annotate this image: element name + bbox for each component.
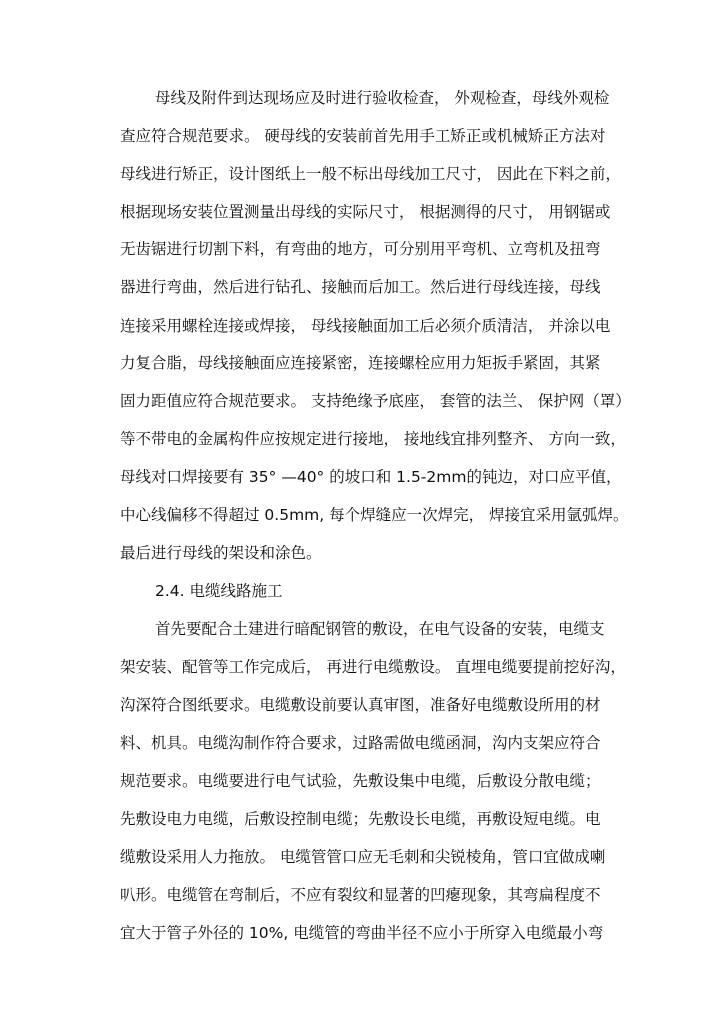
text-line: 力复合脂，母线接触面应连接紧密，连接螺栓应用力矩扳手紧固，其紧 (120, 354, 601, 372)
text-line: 先敷设电力电缆，后敷设控制电缆；先敷设长电缆，再敷设短电缆。电 (120, 810, 601, 828)
text-line: 母线及附件到达现场应及时进行验收检查， 外观检查，母线外观检 (155, 89, 610, 107)
text-line: 等不带电的金属构件应按规定进行接地， 接地线宜排列整齐、 方向一致， (120, 430, 626, 448)
text-line: 中心线偏移不得超过 0.5mm, 每个焊缝应一次焊完， 焊接宜采用氩弧焊。 (120, 506, 629, 524)
text-line: 器进行弯曲，然后进行钻孔、接触而后加工。然后进行母线连接，母线 (120, 278, 601, 296)
text-line: 母线对口焊接要有 35° —40° 的坡口和 1.5-2mm的钝边，对口应平值， (120, 468, 622, 486)
text-line: 无齿锯进行切割下料，有弯曲的地方，可分别用平弯机、立弯机及扭弯 (120, 240, 601, 258)
text-line: 固力距值应符合规范要求。 支持绝缘予底座， 套管的法兰、 保护网（罩） (120, 392, 631, 410)
text-line: 宜大于管子外径的 10%, 电缆管的弯曲半径不应小于所穿入电缆最小弯 (120, 924, 604, 942)
text-line: 母线进行矫正，设计图纸上一般不标出母线加工尺寸， 因此在下料之前， (120, 165, 621, 183)
text-line: 架安装、配管等工作完成后， 再进行电缆敷设。 直埋电缆要提前挖好沟， (120, 658, 626, 676)
section-heading: 2.4. 电缆线路施工 (155, 582, 283, 600)
text-line: 连接采用螺栓连接或焊接， 母线接触面加工后必须介质清洁， 并涂以电 (120, 317, 611, 335)
text-line: 规范要求。电缆要进行电气试验，先敷设集中电缆，后敷设分散电缆； (120, 772, 601, 790)
text-line: 沟深符合图纸要求。电缆敷设前要认真审图，准备好电缆敷设所用的材 (120, 696, 601, 714)
text-line: 最后进行母线的架设和涂色。 (120, 544, 322, 562)
text-line: 根据现场安装位置测量出母线的实际尺寸， 根据测得的尺寸， 用钢锯或 (120, 203, 611, 221)
text-line: 查应符合规范要求。 硬母线的安装前首先用手工矫正或机械矫正方法对 (120, 127, 606, 145)
text-line: 叭形。电缆管在弯制后，不应有裂纹和显著的凹瘪现象，其弯扁程度不 (120, 886, 601, 904)
text-line: 首先要配合土建进行暗配钢管的敷设，在电气设备的安装，电缆支 (155, 620, 605, 638)
text-line: 缆敷设采用人力拖放。 电缆管管口应无毛刺和尖锐棱角，管口宜做成喇 (120, 848, 606, 866)
text-line: 料、机具。电缆沟制作符合要求，过路需做电缆函洞，沟内支架应符合 (120, 734, 601, 752)
